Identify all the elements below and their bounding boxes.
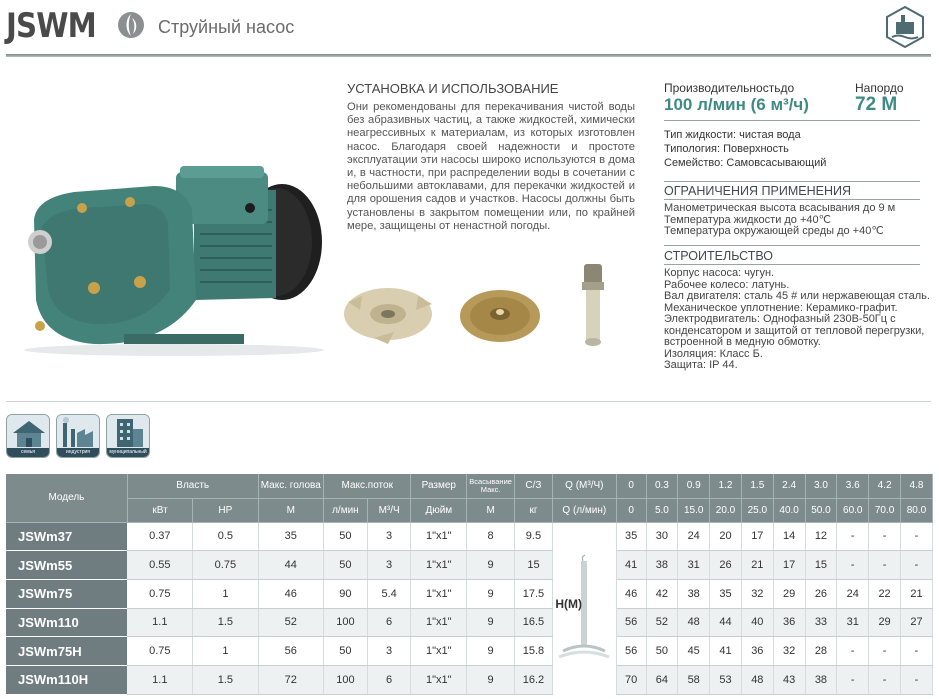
cell-head-at-q: -: [837, 665, 869, 694]
section-divider: [6, 401, 931, 402]
limits-title: ОГРАНИЧЕНИЯ ПРИМЕНЕНИЯ: [664, 184, 851, 198]
cell-size: 1"x1": [411, 551, 467, 580]
app-home-label: семья: [7, 448, 49, 457]
cell-weight: 16.2: [515, 665, 553, 694]
pump-badge-icon: [884, 6, 926, 48]
cell-hp: 1: [193, 579, 258, 608]
cell-size: 1"x1": [411, 579, 467, 608]
cell-head: 35: [258, 522, 323, 551]
cell-head-at-q: 21: [741, 551, 773, 580]
cell-size: 1"x1": [411, 608, 467, 637]
cell-head-at-q: 20: [710, 522, 742, 551]
limits-list: [664, 203, 895, 238]
cell-head-at-q: 44: [710, 608, 742, 637]
flow-value: 100 л/мин (6 м³/ч): [664, 95, 809, 114]
q-m3h-value: 3.6: [837, 474, 869, 498]
q-lmin-value: 40.0: [773, 498, 805, 522]
cell-size: 1"x1": [411, 637, 467, 666]
brand-title: JSWM: [6, 6, 96, 46]
cell-head-at-q: 48: [678, 608, 710, 637]
q-m3h-value: 2.4: [773, 474, 805, 498]
q-lmin-value: 20.0: [710, 498, 742, 522]
cell-head-at-q: -: [900, 665, 932, 694]
cell-size: 1"x1": [411, 522, 467, 551]
factory-icon: [57, 415, 100, 449]
q-m3h-value: 0.3: [646, 474, 678, 498]
brand-logo-icon: [116, 10, 146, 40]
col-q-m3h: Q (М³/Ч): [552, 474, 616, 498]
cell-head-at-q: 26: [710, 551, 742, 580]
cell-lmin: 100: [324, 608, 368, 637]
cell-kw: 1.1: [127, 608, 192, 637]
page-header: [0, 0, 939, 58]
q-m3h-value: 4.8: [900, 474, 932, 498]
head-label: Напордо: [855, 81, 904, 95]
col-suction: Всасывание Макс.: [467, 474, 515, 498]
app-home: [6, 414, 50, 458]
typology: Типология: Поверхность: [664, 143, 789, 155]
cell-lmin: 50: [324, 551, 368, 580]
cell-weight: 15: [515, 551, 553, 580]
cell-head-at-q: 17: [773, 551, 805, 580]
cell-head-at-q: 35: [710, 579, 742, 608]
cell-head-at-q: 12: [805, 522, 837, 551]
cell-head-at-q: 38: [678, 579, 710, 608]
limits-top-divider: [664, 181, 920, 182]
cell-suction: 9: [467, 551, 515, 580]
app-municipal-label: муниципальный: [107, 448, 149, 457]
cell-head-at-q: -: [837, 551, 869, 580]
install-title: УСТАНОВКА И ИСПОЛЬЗОВАНИЕ: [347, 81, 559, 96]
cell-suction: 9: [467, 665, 515, 694]
cell-head-at-q: 31: [837, 608, 869, 637]
liquid-type: Тип жидкости: чистая вода: [664, 129, 801, 141]
build-item: конденсатором и защитой от тепловой перегрузки,: [664, 324, 925, 337]
header-subtitle: Струйный насос: [158, 17, 295, 37]
q-lmin-value: 60.0: [837, 498, 869, 522]
build-divider: [664, 264, 920, 265]
q-m3h-value: 0: [616, 474, 646, 498]
cell-head-at-q: 38: [805, 665, 837, 694]
cell-head-at-q: 35: [616, 522, 646, 551]
q-lmin-value: 50.0: [805, 498, 837, 522]
build-item: Механическое уплотнение: Керамико-графит.: [664, 301, 898, 314]
q-lmin-value: 25.0: [741, 498, 773, 522]
q-m3h-value: 1.5: [741, 474, 773, 498]
cell-weight: 17.5: [515, 579, 553, 608]
header-divider: [6, 54, 931, 57]
cell-head-at-q: 50: [646, 637, 678, 666]
h-axis-label: H(M): [555, 597, 582, 612]
cell-head-at-q: -: [900, 551, 932, 580]
cell-suction: 9: [467, 579, 515, 608]
table-row: [6, 608, 933, 637]
cell-head-at-q: 70: [616, 665, 646, 694]
cell-m3h: 6: [367, 608, 411, 637]
limit-item: Температура жидкости до +40℃: [664, 213, 831, 226]
spare-parts-image: [338, 252, 638, 362]
table-row: [6, 665, 933, 694]
cell-head-at-q: 42: [646, 579, 678, 608]
cell-head-at-q: -: [837, 637, 869, 666]
q-lmin-value: 0: [616, 498, 646, 522]
cell-head-at-q: 45: [678, 637, 710, 666]
cell-head-at-q: 24: [678, 522, 710, 551]
cell-head-at-q: 17: [741, 522, 773, 551]
cell-head-at-q: -: [869, 551, 901, 580]
cell-head-at-q: 21: [900, 579, 932, 608]
build-item: Электродвигатель: Однофазный 230В-50Гц с: [664, 313, 896, 325]
build-item: встроенной в медную обмотку.: [664, 336, 821, 348]
cell-weight: 15.8: [515, 637, 553, 666]
cell-head-at-q: 64: [646, 665, 678, 694]
build-top-divider: [664, 245, 920, 246]
col-q-lmin: Q (л/мин): [552, 498, 616, 522]
col-power: Власть: [127, 474, 258, 498]
cell-m3h: 5.4: [367, 579, 411, 608]
col-size: Размер: [411, 474, 467, 498]
limit-item: Манометрическая высота всасывания до 9 м: [664, 202, 896, 214]
cell-head: 46: [258, 579, 323, 608]
limits-divider: [664, 199, 920, 200]
spec-summary: [664, 128, 826, 170]
cell-head-at-q: 41: [616, 551, 646, 580]
cell-head-at-q: 31: [678, 551, 710, 580]
impeller-part: [460, 290, 540, 342]
cell-lmin: 90: [324, 579, 368, 608]
q-m3h-value: 3.0: [805, 474, 837, 498]
q-m3h-value: 1.2: [710, 474, 742, 498]
cell-head-at-q: -: [900, 637, 932, 666]
family: Семейство: Самовсасывающий: [664, 157, 827, 169]
cell-head: 44: [258, 551, 323, 580]
build-list: [664, 268, 930, 372]
cell-m3h: 3: [367, 637, 411, 666]
cell-head-at-q: 46: [616, 579, 646, 608]
model-name: JSWm75H: [6, 637, 127, 666]
cell-head-at-q: -: [869, 665, 901, 694]
app-industry: [56, 414, 100, 458]
cell-kw: 0.75: [127, 637, 192, 666]
cell-suction: 9: [467, 608, 515, 637]
cell-head: 72: [258, 665, 323, 694]
table-row: [6, 579, 933, 608]
q-m3h-value: 4.2: [869, 474, 901, 498]
cell-head-at-q: 28: [805, 637, 837, 666]
cell-suction: 8: [467, 522, 515, 551]
q-lmin-value: 70.0: [869, 498, 901, 522]
building-icon: [107, 415, 150, 449]
cell-head-at-q: 32: [741, 579, 773, 608]
cell-weight: 9.5: [515, 522, 553, 551]
cell-head-at-q: 56: [616, 608, 646, 637]
cell-head-at-q: 22: [869, 579, 901, 608]
performance-table: [6, 474, 933, 695]
cell-head-at-q: 52: [646, 608, 678, 637]
unit-kw: кВт: [127, 498, 192, 522]
q-lmin-value: 80.0: [900, 498, 932, 522]
cell-head-at-q: 53: [710, 665, 742, 694]
col-weight: С/З: [515, 474, 553, 498]
cell-head: 56: [258, 637, 323, 666]
model-name: JSWm37: [6, 522, 127, 551]
cell-head-at-q: -: [869, 637, 901, 666]
unit-inch: Дюйм: [411, 498, 467, 522]
cell-kw: 0.37: [127, 522, 192, 551]
cell-head-at-q: 33: [805, 608, 837, 637]
cell-hp: 0.75: [193, 551, 258, 580]
cell-head: 52: [258, 608, 323, 637]
cell-head-at-q: 27: [900, 608, 932, 637]
cell-head-at-q: 32: [773, 637, 805, 666]
cell-head-at-q: 14: [773, 522, 805, 551]
col-maxhead: Макс. голова: [258, 474, 323, 498]
table-body: [6, 522, 933, 694]
build-item: Вал двигателя: сталь 45 # или нержавеющая сталь.: [664, 290, 930, 302]
cell-head-at-q: 15: [805, 551, 837, 580]
cell-kw: 0.55: [127, 551, 192, 580]
model-name: JSWm75: [6, 579, 127, 608]
cell-hp: 1.5: [193, 665, 258, 694]
cell-lmin: 50: [324, 522, 368, 551]
model-name: JSWm55: [6, 551, 127, 580]
table-row: [6, 637, 933, 666]
cell-kw: 1.1: [127, 665, 192, 694]
cell-head-at-q: 30: [646, 522, 678, 551]
cell-suction: 9: [467, 637, 515, 666]
cell-head-at-q: -: [869, 522, 901, 551]
col-model: Модель: [6, 474, 127, 522]
ejector-part: [582, 264, 604, 346]
cell-head-at-q: 40: [741, 608, 773, 637]
limit-item: Температура окружающей среды до +40℃: [664, 225, 884, 237]
unit-m3h: M³/Ч: [367, 498, 411, 522]
cell-head-at-q: 48: [741, 665, 773, 694]
head-value: 72 М: [855, 94, 898, 115]
spec-divider: [664, 120, 920, 121]
build-title: СТРОИТЕЛЬСТВО: [664, 249, 774, 263]
cell-head-at-q: 36: [773, 608, 805, 637]
cell-head-at-q: 43: [773, 665, 805, 694]
cell-head-at-q: 41: [710, 637, 742, 666]
cell-hp: 1: [193, 637, 258, 666]
cell-head-at-q: -: [900, 522, 932, 551]
cell-m3h: 6: [367, 665, 411, 694]
build-item: Рабочее колесо: латунь.: [664, 278, 790, 291]
pump-image: [14, 150, 334, 360]
unit-m: М: [258, 498, 323, 522]
app-municipal: [106, 414, 150, 458]
cell-head-at-q: 24: [837, 579, 869, 608]
unit-lmin: л/мин: [324, 498, 368, 522]
cell-head-at-q: 29: [869, 608, 901, 637]
table-row: [6, 551, 933, 580]
cell-head-at-q: 58: [678, 665, 710, 694]
q-lmin-value: 5.0: [646, 498, 678, 522]
cell-weight: 16.5: [515, 608, 553, 637]
table-unit-row: [6, 498, 933, 522]
cell-lmin: 100: [324, 665, 368, 694]
install-body: Они рекомендованы для перекачивания чистой воды без абразивных частиц, а также жидкостей, химически неагрессивных к материалам, из которых изготовлен насос. Благодаря своей надежности и простоте эксплуатации эти насосы широко используются в дома и, в частности, при распределении воды в сочетании с небольшими автоклавами, для перекачки жидкостей и для орошения садов и участков. Насосы должны быть установлены в закрытом помещении или, по крайней мере, защищены от ненастной погоды.: [347, 101, 635, 232]
q-m3h-value: 0.9: [678, 474, 710, 498]
build-item: Защита: IP 44.: [664, 359, 738, 371]
build-item: Корпус насоса: чугун.: [664, 267, 775, 279]
unit-hp: HP: [193, 498, 258, 522]
house-icon: [7, 415, 50, 449]
cell-kw: 0.75: [127, 579, 192, 608]
flow-label: Производительностьдо: [664, 81, 795, 95]
cell-head-at-q: 56: [616, 637, 646, 666]
cell-head-at-q: 36: [741, 637, 773, 666]
col-maxflow: Макс.поток: [324, 474, 411, 498]
unit-kg: кг: [515, 498, 553, 522]
model-name: JSWm110H: [6, 665, 127, 694]
app-industry-label: индустрия: [57, 448, 99, 457]
cell-hp: 0.5: [193, 522, 258, 551]
table-header-row: [6, 474, 933, 498]
cell-lmin: 50: [324, 637, 368, 666]
cell-head-at-q: 38: [646, 551, 678, 580]
head-curve-cell: [552, 522, 616, 694]
cell-hp: 1.5: [193, 608, 258, 637]
diffuser-part: [344, 288, 432, 344]
q-lmin-value: 15.0: [678, 498, 710, 522]
model-name: JSWm110: [6, 608, 127, 637]
cell-head-at-q: 29: [773, 579, 805, 608]
cell-m3h: 3: [367, 551, 411, 580]
cell-head-at-q: -: [837, 522, 869, 551]
table-row: [6, 522, 933, 551]
cell-m3h: 3: [367, 522, 411, 551]
build-item: Изоляция: Класс Б.: [664, 347, 763, 360]
unit-suction-m: М: [467, 498, 515, 522]
cell-head-at-q: 26: [805, 579, 837, 608]
cell-size: 1"x1": [411, 665, 467, 694]
